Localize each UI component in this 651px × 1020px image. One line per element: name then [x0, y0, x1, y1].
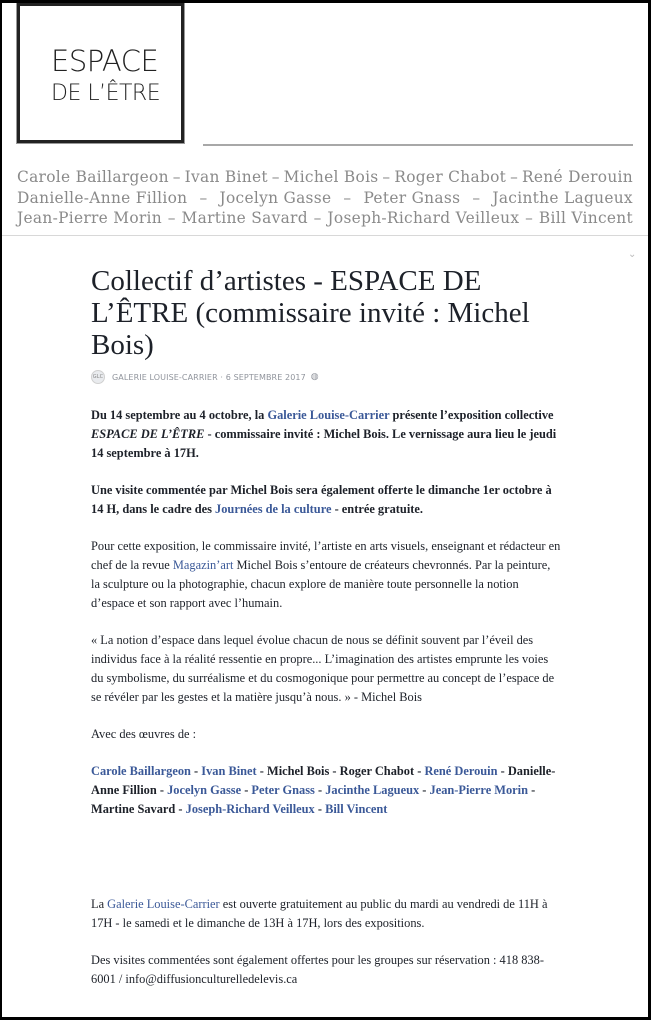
banner-separator: – — [271, 168, 280, 186]
post — [91, 265, 561, 989]
banner-artist-name: Jean-Pierre Morin — [17, 209, 162, 227]
artist-name: Danielle-Anne Fillion — [91, 764, 556, 797]
paragraph-quote: « La notion d’espace dans lequel évolue chacun de nous se définit souvent par l’éveil des individus face à la réalité ressentie en propre... L’imagination des artistes emprunte les voies du symbolisme, du surréalisme et du cosmogonique pour permettre au concept de l’espace de se révéler par les gestes et la matière jusqu’à nous. » - Michel Bois — [91, 633, 555, 704]
artist-name: Roger Chabot — [339, 764, 415, 778]
banner-separator: – — [382, 168, 391, 186]
artist-link[interactable]: Peter Gnass — [251, 783, 315, 797]
artist-separator: - — [175, 802, 186, 816]
artist-name: Martine Savard — [91, 802, 176, 816]
banner-separator: – — [525, 209, 534, 227]
artist-list — [91, 762, 561, 819]
artist-link[interactable]: Joseph-Richard Veilleux — [185, 802, 315, 816]
artist-separator: - — [156, 783, 168, 797]
artist-link[interactable]: Jocelyn Gasse — [167, 783, 242, 797]
artist-link[interactable]: Jacinthe Lagueux — [325, 783, 420, 797]
artist-separator: - — [329, 764, 340, 778]
artist-separator: - — [497, 764, 508, 778]
artist-separator: - — [528, 783, 536, 797]
banner-separator: – — [472, 188, 481, 207]
paragraph-dates: Du 14 septembre au 4 octobre, la Galerie Louise-Carrier présente l’exposition collective ESPACE DE L’ÊTRE - commissaire invité : Michel Bois. Le vernissage aura lieu le jeudi 14 septembre à 17H. — [91, 408, 557, 460]
artist-separator: - — [314, 802, 326, 816]
banner-artist-name: Danielle-Anne Fillion — [17, 188, 188, 207]
post-title: Collectif d’artistes - ESPACE DE L’ÊTRE (commissaire invité : Michel Bois) — [91, 265, 530, 361]
banner-artist-name: Jocelyn Gasse — [219, 188, 332, 207]
banner-row — [17, 167, 633, 188]
artist-separator: - — [190, 764, 202, 778]
link-journees-culture[interactable]: Journées de la culture — [215, 502, 332, 516]
banner-divider — [2, 235, 648, 236]
banner-artist-name: Michel Bois — [283, 168, 379, 186]
banner-separator: – — [313, 209, 322, 227]
paragraph-visit: Une visite commentée par Michel Bois sera également offerte le dimanche 1er octobre à 14 H, dans le cadre des Journées de la culture - entrée gratuite. — [91, 483, 552, 516]
banner-artist-name: Jacinthe Lagueux — [492, 188, 633, 207]
logo-line-2: DE L’ÊTRE — [51, 81, 161, 106]
banner-artist-name: Roger Chabot — [394, 168, 507, 186]
meta-separator: · — [220, 372, 224, 382]
banner-separator: – — [172, 168, 181, 186]
banner-artist-name: Martine Savard — [181, 209, 308, 227]
banner-artist-name: René Derouin — [521, 168, 633, 186]
logo-line-1: ESPACE — [51, 44, 159, 78]
banner-separator: – — [343, 188, 352, 207]
banner-row — [17, 208, 633, 229]
page-frame — [2, 3, 648, 1017]
artist-names-banner — [17, 167, 633, 229]
artist-separator: - — [414, 764, 425, 778]
banner-row — [17, 188, 633, 209]
artist-separator: - — [419, 783, 430, 797]
artist-link[interactable]: René Derouin — [424, 764, 498, 778]
artist-separator: - — [256, 764, 268, 778]
logo — [17, 3, 184, 143]
banner-separator: – — [199, 188, 208, 207]
link-galerie-hours[interactable]: Galerie Louise-Carrier — [107, 897, 220, 911]
banner-separator: – — [167, 209, 176, 227]
chevron-down-icon[interactable]: ⌄ — [628, 249, 637, 260]
banner-artist-name: Bill Vincent — [538, 209, 633, 227]
link-galerie[interactable]: Galerie Louise-Carrier — [267, 408, 390, 422]
post-meta — [91, 370, 561, 384]
globe-icon: ◍ — [310, 372, 319, 382]
author-avatar[interactable]: GLC — [91, 370, 105, 384]
paragraph-contact: Des visites commentées sont également offertes pour les groupes sur réservation : 418 838-6001 / info@diffusionculturelledelevis.ca — [91, 953, 544, 986]
paragraph-description: Pour cette exposition, le commissaire invité, l’artiste en arts visuels, enseignant et rédacteur en chef de la revue Magazin’art Michel Bois s’entoure de créateurs chevronnés. Par la peinture, la sculpture ou la photographie, chacun explore de manière toute personnelle la notion d’espace et son rapport avec l’humain. — [91, 539, 561, 610]
artist-link[interactable]: Carole Baillargeon — [91, 764, 191, 778]
banner-artist-name: Joseph-Richard Veilleux — [327, 209, 520, 227]
artist-name: Michel Bois — [267, 764, 330, 778]
artist-link[interactable]: Jean-Pierre Morin — [429, 783, 529, 797]
banner-artist-name: Carole Baillargeon — [17, 168, 169, 186]
artist-separator: - — [314, 783, 326, 797]
author-name[interactable]: GALERIE LOUISE-CARRIER — [112, 372, 218, 382]
post-date[interactable]: 6 SEPTEMBRE 2017 — [225, 372, 306, 382]
artist-link[interactable]: Ivan Binet — [201, 764, 257, 778]
artist-separator: - — [241, 783, 252, 797]
banner-artist-name: Peter Gnass — [363, 188, 461, 207]
banner-separator: – — [510, 168, 519, 186]
link-magazinart[interactable]: Magazin’art — [172, 558, 234, 572]
paragraph-artists-intro: Avec des œuvres de : — [91, 727, 197, 741]
paragraph-hours: La Galerie Louise-Carrier est ouverte gratuitement au public du mardi au vendredi de 11H à 17H - le samedi et le dimanche de 13H à 17H, lors des expositions. — [91, 897, 548, 930]
header-divider — [203, 144, 633, 146]
artist-link[interactable]: Bill Vincent — [325, 802, 388, 816]
banner-artist-name: Ivan Binet — [184, 168, 268, 186]
